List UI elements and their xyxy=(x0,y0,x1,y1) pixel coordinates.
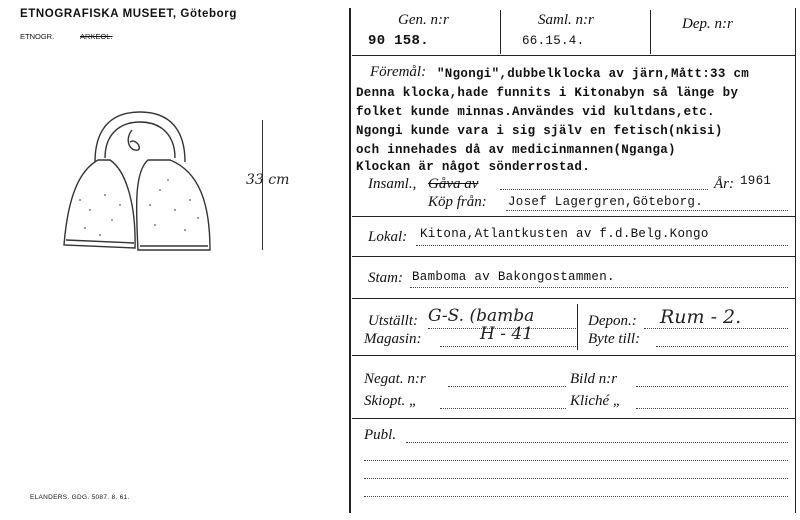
dept-arkeol-struck: ARKEOL. xyxy=(80,32,113,41)
printer-footer: ELANDERS. GDG. 5087. 8. 61. xyxy=(30,494,130,501)
publ-label: Publ. xyxy=(364,427,397,443)
publ-dotline-3 xyxy=(364,478,788,479)
stam-dotline xyxy=(410,287,788,288)
magasin-dotline xyxy=(440,346,576,347)
utstallt-value: G-S. (bamba xyxy=(428,306,535,326)
negat-label: Negat. n:r xyxy=(364,371,426,387)
depon-value: Rum - 2. xyxy=(660,306,742,328)
foremal-line-5: och innehades då av medicinmannen(Nganga) xyxy=(356,143,676,157)
kop-dotline xyxy=(506,210,788,211)
depon-dotline xyxy=(644,328,788,329)
gen-nr-label: Gen. n:r xyxy=(398,12,449,28)
negat-dotline xyxy=(448,386,566,387)
stam-value: Bamboma av Bakongostammen. xyxy=(412,270,615,284)
bild-label: Bild n:r xyxy=(570,371,618,387)
magasin-value: H - 41 xyxy=(480,324,534,344)
foremal-line-2: Denna klocka,hade funnits i Kitonabyn så länge by xyxy=(356,86,739,100)
utstallt-rule xyxy=(352,355,796,356)
lokal-value: Kitona,Atlantkusten av f.d.Belg.Kongo xyxy=(420,227,709,241)
insaml-rule xyxy=(352,216,796,217)
depon-label: Depon.: xyxy=(588,313,637,329)
lokal-label: Lokal: xyxy=(368,229,408,245)
lokal-dotline xyxy=(416,245,788,246)
saml-nr-value: 66.15.4. xyxy=(522,34,585,48)
skiopt-dotline xyxy=(440,408,566,409)
publ-dotline-1 xyxy=(406,442,788,443)
cliche-label: Kliché „ xyxy=(570,393,622,409)
kop-fran-label: Köp från: xyxy=(428,194,487,210)
insaml-label: Insaml., xyxy=(368,176,417,192)
museum-title: ETNOGRAFISKA MUSEET, Göteborg xyxy=(20,8,237,20)
foremal-line-4: Ngongi kunde vara i sig själv en fetisch(nkisi) xyxy=(356,124,723,138)
lokal-rule xyxy=(352,256,796,257)
stam-label: Stam: xyxy=(368,270,403,286)
ar-value: 1961 xyxy=(740,174,772,188)
publ-dotline-4 xyxy=(364,496,788,497)
byte-dotline xyxy=(656,346,788,347)
dep-nr-label: Dep. n:r xyxy=(682,16,733,32)
card-left-border xyxy=(349,8,351,513)
header-divider-1 xyxy=(500,10,501,54)
saml-nr-label: Saml. n:r xyxy=(538,12,594,28)
gen-nr-value: 90 158. xyxy=(368,33,429,49)
publ-dotline-2 xyxy=(364,460,788,461)
bild-dotline xyxy=(636,386,788,387)
cliche-dotline xyxy=(636,408,788,409)
foremal-line-6: Klockan är något sönderrostad. xyxy=(356,160,591,174)
foremal-line-3: folket kunde minnas.Användes vid kultdans,etc. xyxy=(356,105,715,119)
utstallt-bracket xyxy=(577,304,578,350)
foremal-line-1: "Ngongi",dubbelklocka av järn,Mått:33 cm xyxy=(437,67,750,81)
stam-rule xyxy=(352,298,796,299)
ar-label: År: xyxy=(714,176,734,192)
header-rule xyxy=(352,55,796,56)
header-divider-2 xyxy=(650,10,651,54)
gava-av-struck: Gåva av xyxy=(428,176,479,192)
dept-etnogr: ETNOGR. xyxy=(20,32,55,41)
kop-fran-value: Josef Lagergren,Göteborg. xyxy=(508,195,704,209)
magasin-label: Magasin: xyxy=(364,331,422,347)
byte-till-label: Byte till: xyxy=(588,331,641,347)
foremal-label: Föremål: xyxy=(370,64,427,80)
skiopt-label: Skiopt. „ xyxy=(364,393,418,409)
bell-sketch xyxy=(50,100,230,270)
negat-rule xyxy=(352,418,796,419)
insaml-dotline xyxy=(500,189,708,190)
dimension-note: 33 cm xyxy=(246,172,290,188)
card-right-border xyxy=(795,8,796,513)
utstallt-label: Utställt: xyxy=(368,313,419,329)
